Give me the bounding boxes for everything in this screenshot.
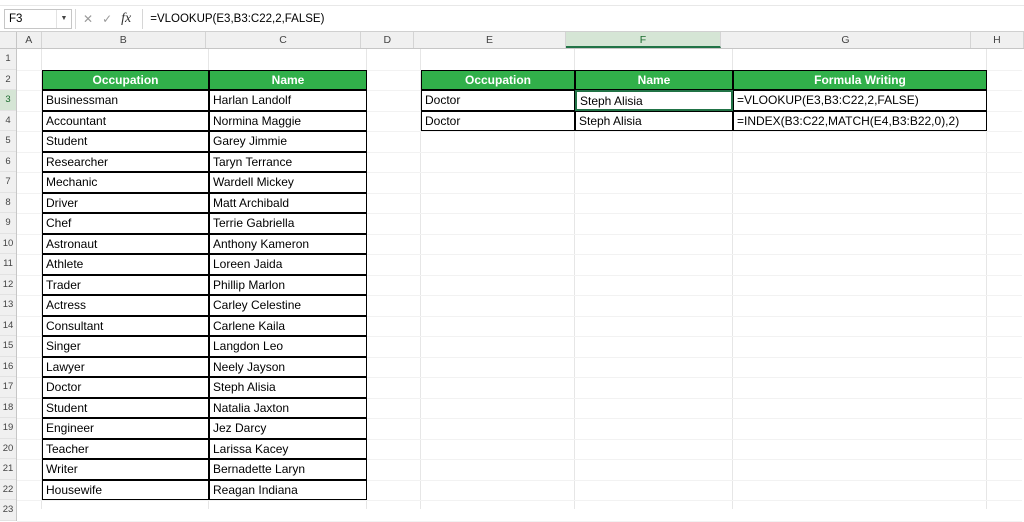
column-header-h[interactable]: H bbox=[971, 32, 1024, 48]
row-header-2[interactable]: 2 bbox=[0, 70, 16, 91]
left-table-row-name[interactable]: Anthony Kameron bbox=[209, 234, 367, 255]
left-table-row-occupation[interactable]: Consultant bbox=[42, 316, 209, 337]
column-header-d[interactable]: D bbox=[361, 32, 414, 48]
left-table-row-occupation[interactable]: Student bbox=[42, 131, 209, 152]
left-table-row-occupation[interactable]: Researcher bbox=[42, 152, 209, 173]
left-table-row-occupation[interactable]: Accountant bbox=[42, 111, 209, 132]
left-table-row-name[interactable]: Normina Maggie bbox=[209, 111, 367, 132]
column-header-a[interactable]: A bbox=[17, 32, 42, 48]
spreadsheet-grid bbox=[0, 32, 1024, 521]
left-table-row-occupation[interactable]: Astronaut bbox=[42, 234, 209, 255]
row-header-14[interactable]: 14 bbox=[0, 316, 16, 337]
left-table-row-occupation[interactable]: Mechanic bbox=[42, 172, 209, 193]
cells-area[interactable] bbox=[17, 49, 1024, 509]
row-header-17[interactable]: 17 bbox=[0, 377, 16, 398]
left-table-row-name[interactable]: Natalia Jaxton bbox=[209, 398, 367, 419]
row-header-16[interactable]: 16 bbox=[0, 357, 16, 378]
right-table-row-name[interactable]: Steph Alisia bbox=[575, 111, 733, 132]
right-table-row-name[interactable]: Steph Alisia bbox=[575, 90, 733, 111]
check-icon[interactable]: ✓ bbox=[102, 11, 113, 26]
left-table-row-name[interactable]: Phillip Marlon bbox=[209, 275, 367, 296]
left-table-row-name[interactable]: Carley Celestine bbox=[209, 295, 367, 316]
left-table-row-occupation[interactable]: Housewife bbox=[42, 480, 209, 501]
row-header-6[interactable]: 6 bbox=[0, 152, 16, 173]
grid-line-horizontal bbox=[17, 521, 1022, 522]
right-table-header-occupation[interactable]: Occupation bbox=[421, 70, 575, 91]
right-table-header-formula[interactable]: Formula Writing bbox=[733, 70, 987, 91]
row-header-12[interactable]: 12 bbox=[0, 275, 16, 296]
column-header-e[interactable]: E bbox=[414, 32, 565, 48]
right-table-row-formula[interactable]: =VLOOKUP(E3,B3:C22,2,FALSE) bbox=[733, 90, 987, 111]
row-header-23[interactable]: 23 bbox=[0, 500, 16, 521]
left-table-header-occupation[interactable]: Occupation bbox=[42, 70, 209, 91]
row-header-column bbox=[0, 49, 17, 521]
left-table-row-occupation[interactable]: Trader bbox=[42, 275, 209, 296]
left-table-row-occupation[interactable]: Lawyer bbox=[42, 357, 209, 378]
left-table-row-name[interactable]: Taryn Terrance bbox=[209, 152, 367, 173]
name-box[interactable] bbox=[4, 9, 72, 29]
left-table-row-occupation[interactable]: Chef bbox=[42, 213, 209, 234]
left-table-row-name[interactable]: Steph Alisia bbox=[209, 377, 367, 398]
row-header-20[interactable]: 20 bbox=[0, 439, 16, 460]
left-table-row-name[interactable]: Jez Darcy bbox=[209, 418, 367, 439]
select-all-corner[interactable] bbox=[0, 32, 17, 48]
left-table-row-name[interactable]: Bernadette Laryn bbox=[209, 459, 367, 480]
row-header-9[interactable]: 9 bbox=[0, 213, 16, 234]
formula-input[interactable]: =VLOOKUP(E3,B3:C22,2,FALSE) bbox=[150, 12, 325, 25]
left-table-row-occupation[interactable]: Writer bbox=[42, 459, 209, 480]
left-table-row-occupation[interactable]: Businessman bbox=[42, 90, 209, 111]
column-header-f[interactable]: F bbox=[566, 32, 721, 48]
row-header-4[interactable]: 4 bbox=[0, 111, 16, 132]
row-header-19[interactable]: 19 bbox=[0, 418, 16, 439]
row-header-11[interactable]: 11 bbox=[0, 254, 16, 275]
column-header-b[interactable]: B bbox=[42, 32, 206, 48]
left-table-row-occupation[interactable]: Driver bbox=[42, 193, 209, 214]
divider bbox=[142, 9, 143, 29]
name-box-value: F3 bbox=[9, 12, 23, 25]
left-table-row-name[interactable]: Reagan Indiana bbox=[209, 480, 367, 501]
left-table-row-name[interactable]: Terrie Gabriella bbox=[209, 213, 367, 234]
chevron-down-icon[interactable]: ▼ bbox=[56, 10, 71, 28]
left-table-row-name[interactable]: Harlan Landolf bbox=[209, 90, 367, 111]
left-table-row-occupation[interactable]: Athlete bbox=[42, 254, 209, 275]
row-header-18[interactable]: 18 bbox=[0, 398, 16, 419]
left-table-row-name[interactable]: Wardell Mickey bbox=[209, 172, 367, 193]
row-header-15[interactable]: 15 bbox=[0, 336, 16, 357]
row-header-10[interactable]: 10 bbox=[0, 234, 16, 255]
column-header-g[interactable]: G bbox=[721, 32, 971, 48]
row-header-7[interactable]: 7 bbox=[0, 172, 16, 193]
left-table-row-name[interactable]: Carlene Kaila bbox=[209, 316, 367, 337]
left-table-row-name[interactable]: Larissa Kacey bbox=[209, 439, 367, 460]
left-table-row-name[interactable]: Neely Jayson bbox=[209, 357, 367, 378]
left-table-row-occupation[interactable]: Actress bbox=[42, 295, 209, 316]
left-table-row-name[interactable]: Loreen Jaida bbox=[209, 254, 367, 275]
row-header-22[interactable]: 22 bbox=[0, 480, 16, 501]
left-table-row-occupation[interactable]: Student bbox=[42, 398, 209, 419]
row-header-13[interactable]: 13 bbox=[0, 295, 16, 316]
left-table-header-name[interactable]: Name bbox=[209, 70, 367, 91]
close-icon[interactable]: ✕ bbox=[83, 11, 94, 26]
left-table-row-occupation[interactable]: Singer bbox=[42, 336, 209, 357]
row-header-3[interactable]: 3 bbox=[0, 90, 16, 111]
row-header-21[interactable]: 21 bbox=[0, 459, 16, 480]
divider bbox=[75, 9, 76, 29]
grid-line-horizontal bbox=[17, 500, 1022, 501]
right-table-row-occupation[interactable]: Doctor bbox=[421, 90, 575, 111]
row-header-8[interactable]: 8 bbox=[0, 193, 16, 214]
left-table-row-name[interactable]: Matt Archibald bbox=[209, 193, 367, 214]
fx-icon[interactable]: fx bbox=[121, 10, 132, 26]
right-table-row-formula[interactable]: =INDEX(B3:C22,MATCH(E4,B3:B22,0),2) bbox=[733, 111, 987, 132]
left-table-row-name[interactable]: Langdon Leo bbox=[209, 336, 367, 357]
left-table-row-occupation[interactable]: Teacher bbox=[42, 439, 209, 460]
right-table-row-occupation[interactable]: Doctor bbox=[421, 111, 575, 132]
column-header-row bbox=[0, 32, 1024, 49]
left-table-row-occupation[interactable]: Doctor bbox=[42, 377, 209, 398]
left-table-row-occupation[interactable]: Engineer bbox=[42, 418, 209, 439]
row-header-5[interactable]: 5 bbox=[0, 131, 16, 152]
right-table-header-name[interactable]: Name bbox=[575, 70, 733, 91]
formula-bar bbox=[0, 6, 1024, 32]
column-header-c[interactable]: C bbox=[206, 32, 361, 48]
left-table-row-name[interactable]: Garey Jimmie bbox=[209, 131, 367, 152]
row-header-1[interactable]: 1 bbox=[0, 49, 16, 70]
